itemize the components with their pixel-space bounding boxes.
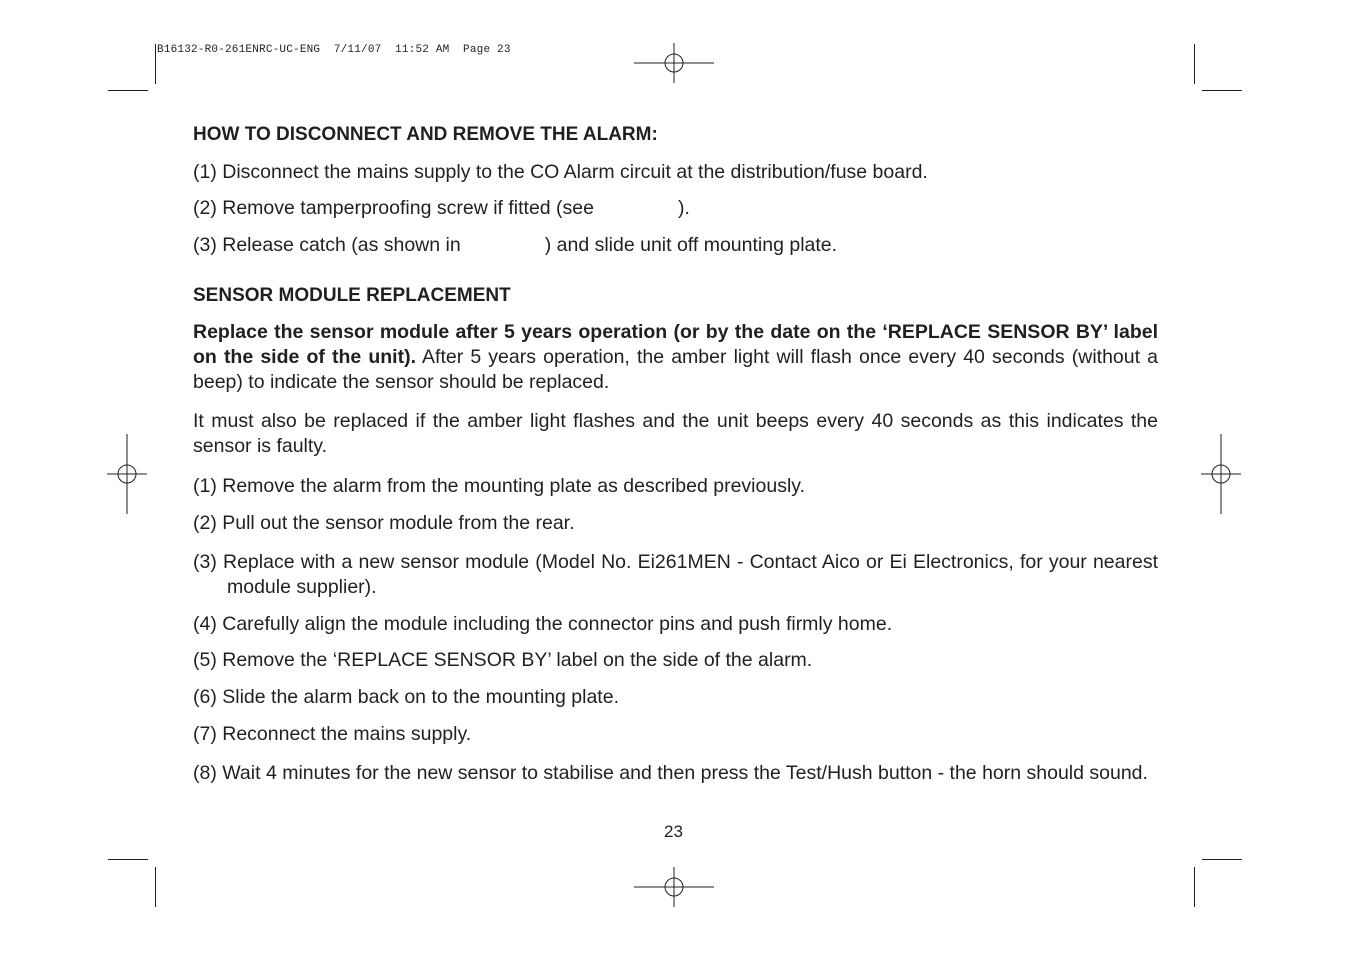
crop-mark [155, 867, 156, 907]
print-slug: B16132-R0-261ENRC-UC-ENG 7/11/07 11:52 AM Page 23 [157, 44, 511, 56]
crop-mark [1194, 867, 1195, 907]
step-text: ) and slide unit off mounting plate. [544, 234, 838, 256]
sensor-step-8: (8) Wait 4 minutes for the new sensor to stabilise and then press the Test/Hush button - the horn should sound. [193, 762, 1148, 784]
sensor-intro-paragraph [193, 320, 1158, 395]
section-heading-disconnect: HOW TO DISCONNECT AND REMOVE THE ALARM: [193, 124, 658, 145]
sensor-step-5: (5) Remove the ‘REPLACE SENSOR BY’ label on the side of the alarm. [193, 649, 813, 671]
sensor-step-3: (3) Replace with a new sensor module (Model No. Ei261MEN - Contact Aico or Ei Electronics, for your nearest module supplier). [193, 551, 1158, 598]
crop-mark [155, 44, 156, 84]
sensor-step-2: (2) Pull out the sensor module from the rear. [193, 512, 575, 534]
sensor-faulty-paragraph: It must also be replaced if the amber light flashes and the unit beeps every 40 seconds as this indicates the sensor is faulty. [193, 410, 1158, 457]
disconnect-step-1: (1) Disconnect the mains supply to the CO Alarm circuit at the distribution/fuse board. [193, 161, 928, 183]
crop-mark [108, 859, 148, 860]
sensor-step-1: (1) Remove the alarm from the mounting plate as described previously. [193, 475, 806, 497]
disconnect-step-2 [193, 196, 690, 221]
registration-mark-icon [634, 847, 714, 927]
registration-mark-icon [87, 434, 167, 514]
registration-mark-icon [1181, 434, 1261, 514]
crop-mark [108, 90, 148, 91]
section-heading-sensor: SENSOR MODULE REPLACEMENT [193, 285, 511, 306]
step-text: ). [678, 197, 690, 219]
intro-text: After 5 years operation, the amber light will flash once every 40 seconds (without a beep) to indicate the sensor should be replaced. [193, 346, 1158, 393]
step-text: (3) Release catch (as shown in [193, 234, 461, 256]
registration-mark-icon [634, 23, 714, 103]
crop-mark [1202, 90, 1242, 91]
sensor-step-4: (4) Carefully align the module including the connector pins and push firmly home. [193, 613, 893, 635]
step-text: (2) Remove tamperproofing screw if fitted (see [193, 197, 594, 219]
disconnect-step-3 [193, 233, 837, 258]
page-number: 23 [664, 822, 683, 841]
intro-bold-text: Replace the sensor module after 5 years operation (or by the date on the ‘REPLACE SENSOR BY’ label on the side of the unit). [193, 321, 1158, 368]
sensor-step-7: (7) Reconnect the mains supply. [193, 723, 472, 745]
crop-mark [1194, 44, 1195, 84]
sensor-step-6: (6) Slide the alarm back on to the mounting plate. [193, 686, 619, 708]
crop-mark [1202, 859, 1242, 860]
